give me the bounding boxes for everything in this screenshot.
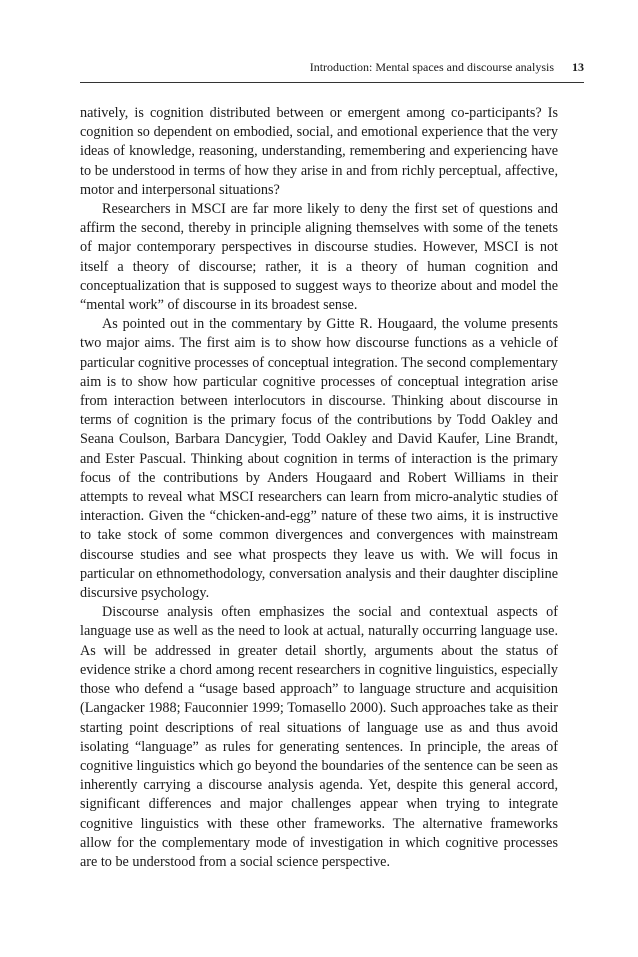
paragraph-continued: natively, is cognition distributed between or emergent among co-participants? Is cognition so dependent on embodied, social, and emotional experience that the very ideas of knowledge, reasoning, understanding, remembering and experiencing have to be understood in terms of how they arise in and from richly perceptual, affective, motor and interpersonal situations? [80, 105, 558, 198]
running-title: Introduction: Mental spaces and discourse analysis [309, 60, 554, 74]
page-number: 13 [572, 60, 584, 74]
body-text [80, 104, 558, 872]
paragraph-msci-aims: Researchers in MSCI are far more likely to deny the first set of questions and affirm the second, thereby in principle aligning themselves with some of the tenets of major contemporary perspectives in discourse studies. However, MSCI is not itself a theory of discourse; rather, it is a theory of human cognition and conceptualization that is supposed to suggest ways to theorize about and model the “mental work” of discourse in its broadest sense. [80, 201, 558, 314]
running-head [80, 60, 584, 83]
paragraph-volume-aims: As pointed out in the commentary by Gitte R. Hougaard, the volume presents two major aims. The first aim is to show how discourse functions as a vehicle of particular cognitive processes of conceptual integration. The second complementary aim is to show how particular cognitive processes of conceptual integration arise from interaction between interlocutors in discourse. Thinking about discourse in terms of cognition is the primary focus of the contributions by Todd Oakley and Seana Coulson, Barbara Dancygier, Todd Oakley and David Kaufer, Line Brandt, and Ester Pascual. Thinking about cognition in terms of interaction is the primary focus of the contributions by Anders Hougaard and Robert Williams in their attempts to reveal what MSCI researchers can learn from micro-analytic studies of interaction. Given the “chicken-and-egg” nature of these two aims, it is instructive to take stock of some common divergences and convergences with mainstream discourse studies and see what prospects they leave us with. We will focus in particular on ethnomethodology, conversation analysis and their daughter discipline discursive psychology. [80, 316, 558, 602]
paragraph-discourse-analysis: Discourse analysis often emphasizes the social and contextual aspects of language use as well as the need to look at actual, naturally occurring language use. As will be addressed in greater detail shortly, arguments about the status of evidence strike a chord among recent researchers in cognitive linguistics, especially those who defend a “usage based approach” to language structure and acquisition (Langacker 1988; Fauconnier 1999; Tomasello 2000). Such approaches take as their starting point descriptions of real situations of language use as and thus avoid isolating “language” as rules for generating sentences. In principle, the areas of cognitive linguistics which go beyond the boundaries of the sentence can be seen as inherently carrying a discourse analysis agenda. Yet, despite this general accord, significant differences and major challenges appear when trying to integrate cognitive linguistics with these other frameworks. The alternative frameworks allow for the complementary mode of investigation in which cognitive processes are to be understood from a social science perspective. [80, 604, 558, 870]
